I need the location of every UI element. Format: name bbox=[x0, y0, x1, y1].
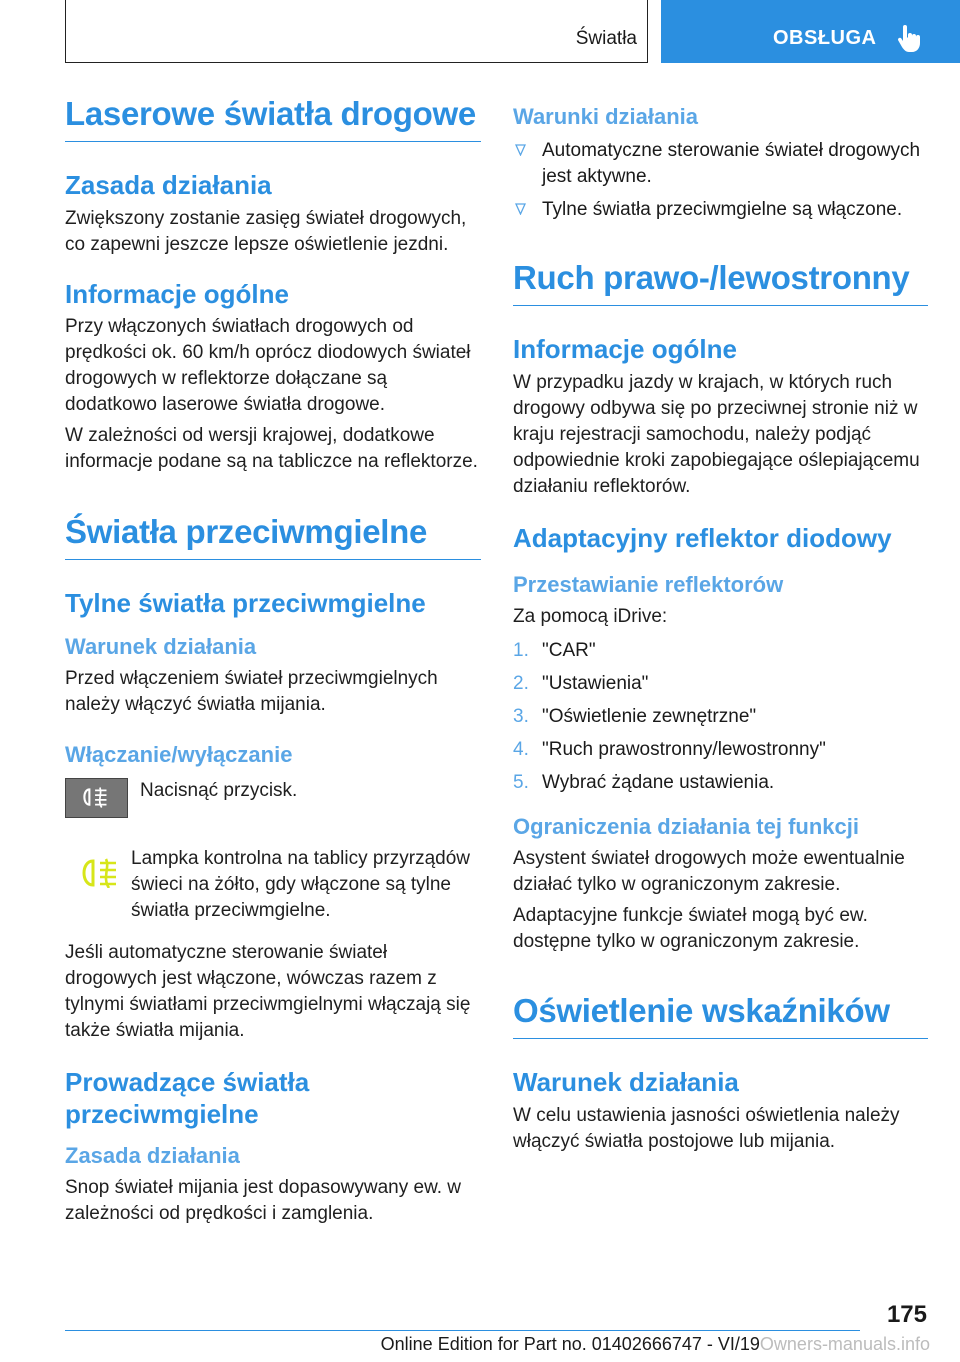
list-item: 4. "Ruch prawostronny/lewostronny" bbox=[513, 739, 826, 760]
triangle-bullet-icon bbox=[515, 144, 526, 156]
switch-on-off-heading: Włączanie/wyłączanie bbox=[65, 741, 293, 767]
list-item: 3. "Oświetlenie zewnętrzne" bbox=[513, 706, 757, 727]
limits-heading: Ograniczenia działania tej funkcji bbox=[513, 814, 859, 839]
instrument-condition-text: W celu ustawienia jasności oświetlenia należy włączyć światła postojowe lub mijania. bbox=[513, 1104, 900, 1152]
conditions-heading: Warunki działania bbox=[513, 104, 699, 129]
guiding-fog-heading: Prowadzące światła przeciwmgielne bbox=[65, 1066, 310, 1129]
laser-info-text-2: W zależności od wersji krajowej, dodatkowe informacje podane są na tabliczce na reflektorze. bbox=[65, 425, 478, 472]
laser-principle-heading: Zasada działania bbox=[65, 170, 272, 200]
header-chapter-tab[interactable] bbox=[661, 0, 960, 63]
left-column bbox=[65, 95, 481, 1227]
footer-divider bbox=[65, 1330, 860, 1331]
rear-fog-heading: Tylne światła przeciwmgielne bbox=[65, 588, 426, 618]
adjust-headlights-heading: Przestawianie reflektorów bbox=[513, 572, 784, 597]
list-item: Automatyczne sterowanie świateł drogowych jest aktywne. bbox=[513, 138, 928, 190]
hand-pointer-icon bbox=[894, 24, 924, 54]
laser-high-beam-heading: Laserowe światła drogowe bbox=[65, 95, 481, 142]
list-item: 2. "Ustawienia" bbox=[513, 673, 649, 694]
indicator-text: Lampka kontrolna na tablicy przyrządów świeci na żółto, gdy włączone są tylne światła przeciwmgielne. bbox=[131, 847, 471, 921]
switch-instruction-text: Nacisnąć przycisk. bbox=[140, 779, 298, 801]
instrument-lighting-heading: Oświetlenie wskaźników bbox=[513, 992, 928, 1039]
laser-info-heading: Informacje ogólne bbox=[65, 278, 289, 309]
rear-fog-condition-heading: Warunek działania bbox=[65, 633, 257, 659]
limits-text-2: Adaptacyjne funkcje świateł mogą być ew. dostępne tylko w ograniczonym zakresie. bbox=[513, 905, 868, 952]
traffic-info-text: W przypadku jazdy w krajach, w których ruch drogowy odbywa się po przeciwnej stronie niż w kraju rejestracji samochodu, należy podjąć odpowiednie kroki zapobiegające oślepiającemu działaniu reflektorów. bbox=[513, 371, 920, 497]
idrive-steps-list bbox=[513, 638, 928, 796]
limits-text-1: Asystent świateł drogowych może ewentualnie działać tylko w ograniczonym zakresie. bbox=[513, 848, 905, 895]
traffic-side-heading: Ruch prawo-/lewostronny bbox=[513, 259, 928, 306]
adaptive-led-heading: Adaptacyjny reflektor diodowy bbox=[513, 522, 892, 553]
laser-principle-text: Zwiększony zostanie zasięg świateł drogowych, co zapewni jeszcze lepsze oświetlenie jezdni. bbox=[65, 207, 467, 255]
rear-fog-button-icon bbox=[65, 778, 128, 818]
header-chapter-title: OBSŁUGA bbox=[773, 27, 877, 49]
traffic-info-heading: Informacje ogólne bbox=[513, 334, 737, 364]
edition-text: Online Edition for Part no. 01402666747 - VI/19 bbox=[380, 1334, 760, 1354]
right-column bbox=[513, 95, 928, 1155]
auto-control-text: Jeśli automatyczne sterowanie świateł drogowych jest włączone, wówczas razem z tylnymi światłami przeciwmgielnymi włączają się także światła mijania. bbox=[65, 941, 471, 1041]
header-section-title: Światła bbox=[575, 28, 637, 49]
fog-button-row bbox=[65, 778, 481, 826]
triangle-bullet-icon bbox=[515, 203, 526, 215]
footer-edition bbox=[0, 1334, 930, 1355]
rear-fog-condition-text: Przed włączeniem świateł przeciwmgielnych należy włączyć światła mijania. bbox=[65, 667, 438, 715]
conditions-list bbox=[513, 138, 928, 223]
list-item: Tylne światła przeciwmgielne są włączone. bbox=[513, 197, 928, 223]
list-item: 5. Wybrać żądane ustawienia. bbox=[513, 772, 775, 793]
laser-info-text-1: Przy włączonych światłach drogowych od prędkości ok. 60 km/h oprócz diodowych świateł drogowych w reflektorze dołączane są dodatkowo laserowe światła drogowe. bbox=[65, 316, 471, 415]
page-number: 175 bbox=[886, 1301, 927, 1328]
guiding-principle-heading: Zasada działania bbox=[65, 1142, 240, 1168]
adjust-intro-text: Za pomocą iDrive: bbox=[513, 606, 668, 627]
indicator-row bbox=[65, 846, 481, 924]
list-item: 1. "CAR" bbox=[513, 640, 596, 661]
fog-lights-heading: Światła przeciwmgielne bbox=[65, 513, 481, 560]
instrument-condition-heading: Warunek działania bbox=[513, 1067, 739, 1097]
watermark-text: Owners-manuals.info bbox=[759, 1334, 930, 1354]
guiding-principle-text: Snop świateł mijania jest dopasowywany ew. w zależności od prędkości i zamglenia. bbox=[65, 1176, 462, 1224]
header-section-box bbox=[65, 0, 648, 63]
rear-fog-indicator-icon bbox=[68, 858, 125, 888]
